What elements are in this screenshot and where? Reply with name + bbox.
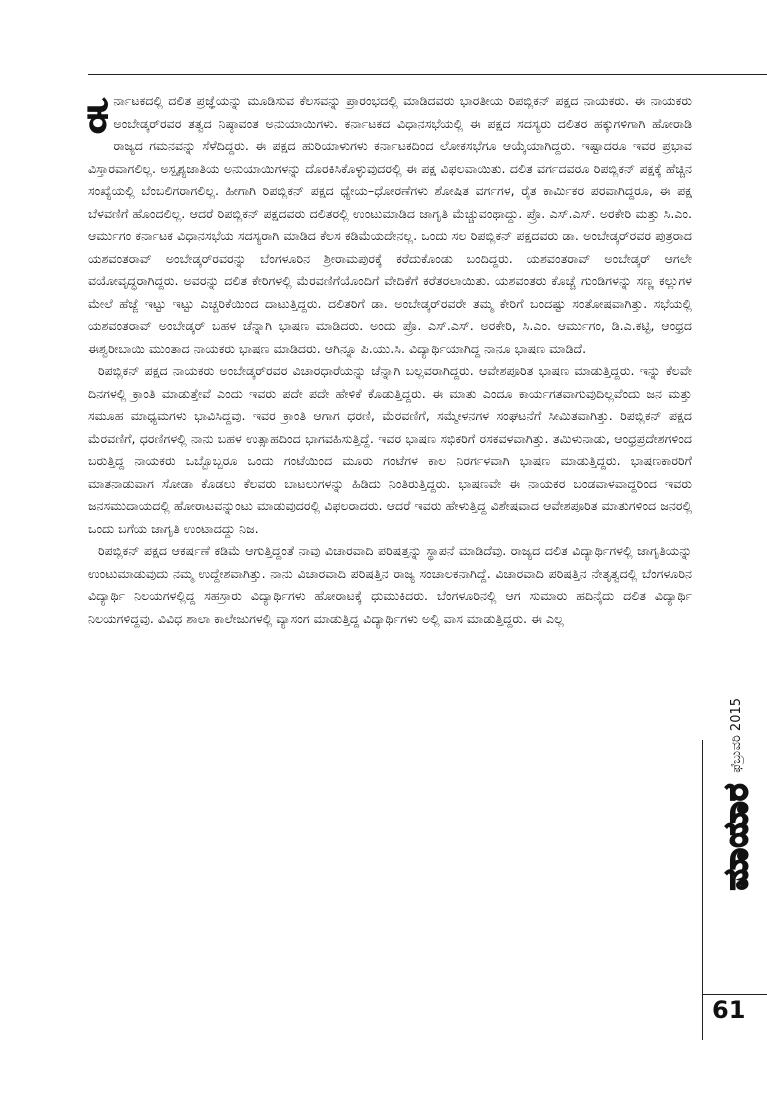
- top-rule: [88, 74, 767, 75]
- paragraph: ರಿಪಬ್ಲಿಕನ್ ಪಕ್ಷದ ಆಕರ್ಷಣೆ ಕಡಿಮೆ ಆಗುತ್ತಿದ್ದಂತೆ ನಾವು ವಿಚಾರವಾದಿ ಪರಿಷತ್ತನ್ನು ಸ್ಥಾಪನೆ ಮಾಡಿದೆವು. ರಾಜ್ಯದ ದಲಿತ ವಿದ್ಯಾರ್ಥಿಗಳಲ್ಲಿ ಜಾಗೃತಿಯನ್ನು ಉಂಟುಮಾಡುವುದು ನಮ್ಮ ಉದ್ದೇಶವಾಗಿತ್ತು. ನಾನು ವಿಚಾರವಾದಿ ಪರಿಷತ್ತಿನ ರಾಜ್ಯ ಸಂಚಾಲಕನಾಗಿದ್ದೆ. ವಿಚಾರವಾದಿ ಪರಿಷತ್ತಿನ ನೇತೃತ್ವದಲ್ಲಿ ಬೆಂಗಳೂರಿನ ವಿದ್ಯಾರ್ಥಿ ನಿಲಯಗಳಲ್ಲಿದ್ದ ಸಹಸ್ರಾರು ವಿದ್ಯಾರ್ಥಿಗಳು ಹೋರಾಟಕ್ಕೆ ಧುಮುಕಿದರು. ಬೆಂಗಳೂರಿನಲ್ಲಿ ಆಗ ಸುಮಾರು ಹದಿನೈದು ದಲಿತ ವಿದ್ಯಾರ್ಥಿ ನಿಲಯಗಳಿದ್ದವು. ವಿವಿಧ ಶಾಲಾ ಕಾಲೇಜುಗಳಲ್ಲಿ ವ್ಯಾಸಂಗ ಮಾಡುತ್ತಿದ್ದ ವಿದ್ಯಾರ್ಥಿಗಳು ಅಲ್ಲಿ ವಾಸ ಮಾಡುತ್ತಿದ್ದರು. ಈ ಎಲ್ಲ: [88, 543, 692, 626]
- masthead: [716, 620, 756, 890]
- masthead-side-label: [716, 697, 756, 1030]
- paragraph-text: ರ್ನಾಟಕದಲ್ಲಿ ದಲಿತ ಪ್ರಜ್ಞೆಯನ್ನು ಮೂಡಿಸುವ ಕೆಲಸವನ್ನು ಪ್ರಾರಂಭದಲ್ಲಿ ಮಾಡಿದವರು ಭಾರತೀಯ ರಿಪಬ್ಲಿಕನ್ ಪಕ್ಷದ ನಾಯಕರು. ಈ ನಾಯಕರು ಅಂಬೇಡ್ಕರ್‌ರವರ ತತ್ವದ ನಿಷ್ಠಾವಂತ ಅನುಯಾಯಿಗಳು. ಕರ್ನಾಟಕದ ವಿಧಾನಸಭೆಯಲ್ಲಿ ಈ ಪಕ್ಷದ ಸದಸ್ಯರು ದಲಿತರ ಹಕ್ಕುಗಳಿಗಾಗಿ ಹೋರಾಡಿ ರಾಜ್ಯದ ಗಮನವನ್ನು ಸೆಳೆದಿದ್ದರು. ಈ ಪಕ್ಷದ ಹುರಿಯಾಳುಗಳು ಕರ್ನಾಟಕದಿಂದ ಲೋಕಸಭೆಗೂ ಆಯ್ಕೆಯಾಗಿದ್ದರು. ಇಷ್ಟಾದರೂ ಇವರ ಪ್ರಭಾವ ವಿಸ್ತಾರವಾಗಲಿಲ್ಲ. ಅಸ್ಪೃಶ್ಯಜಾತಿಯ ಅನುಯಾಯಿಗಳನ್ನು ದೊರಕಿಸಿಕೊಳ್ಳುವುದರಲ್ಲಿ ಈ ಪಕ್ಷ ವಿಫಲವಾಯಿತು. ದಲಿತ ವರ್ಗದವರೂ ರಿಪಬ್ಲಿಕನ್ ಪಕ್ಷಕ್ಕೆ ಹೆಚ್ಚಿನ ಸಂಖ್ಯೆಯಲ್ಲಿ ಬೆಂಬಲಿಗರಾಗಲಿಲ್ಲ. ಹೀಗಾಗಿ ರಿಪಬ್ಲಿಕನ್ ಪಕ್ಷದ ಧ್ಯೇಯ–ಧೋರಣೆಗಳು ಶೋಷಿತ ವರ್ಗಗಳ, ರೈತ ಕಾರ್ಮಿಕರ ಪರವಾಗಿದ್ದರೂ, ಈ ಪಕ್ಷ ಬೆಳವಣಿಗೆ ಹೊಂದಲಿಲ್ಲ. ಆದರೆ ರಿಪಬ್ಲಿಕನ್ ಪಕ್ಷದವರು ದಲಿತರಲ್ಲಿ ಉಂಟುಮಾಡಿದ ಜಾಗೃತಿ ಮೆಚ್ಚುವಂಥಾದ್ದು. ಪ್ರೊ. ಎಸ್.ಎಸ್. ಅರಕೇರಿ ಮತ್ತು ಸಿ.ಎಂ. ಆರ್ಮುಗಂ ಕರ್ನಾಟಕ ವಿಧಾನಸಭೆಯ ಸದಸ್ಯರಾಗಿ ಮಾಡಿದ ಕೆಲಸ ಕಡಿಮೆಯದೇನಲ್ಲ. ಒಂದು ಸಲ ರಿಪಬ್ಲಿಕನ್ ಪಕ್ಷದವರು ಡಾ. ಅಂಬೇಡ್ಕರ್‌ರವರ ಪುತ್ರರಾದ ಯಶವಂತರಾವ್ ಅಂಬೇಡ್ಕರ್‌ರವರನ್ನು ಬೆಂಗಳೂರಿನ ಶ್ರೀರಾಮಪುರಕ್ಕೆ ಕರೆದುಕೊಂಡು ಬಂದಿದ್ದರು. ಯಶವಂತರಾವ್ ಅಂಬೇಡ್ಕರ್ ಆಗಲೇ ವಯೋವೃದ್ಧರಾಗಿದ್ದರು. ಅವರನ್ನು ದಲಿತ ಕೇರಿಗಳಲ್ಲಿ ಮೆರವಣಿಗೆಯೊಂದಿಗೆ ವೇದಿಕೆಗೆ ಕರೆತರಲಾಯಿತು. ಯಶವಂತರು ಕೊಚ್ಚೆ ಗುಂಡಿಗಳನ್ನು ಸಣ್ಣ ಕಲ್ಲುಗಳ ಮೇಲೆ ಹೆಜ್ಜೆ ಇಟ್ಟು ಇಟ್ಟು ಎಚ್ಚರಿಕೆಯಿಂದ ದಾಟುತ್ತಿದ್ದರು. ದಲಿತರಿಗೆ ಡಾ. ಅಂಬೇಡ್ಕರ್‌ರವರೇ ತಮ್ಮ ಕೇರಿಗೆ ಬಂದಷ್ಟು ಸಂತೋಷವಾಗಿತ್ತು. ಸಭೆಯಲ್ಲಿ ಯಶವಂತರಾವ್ ಅಂಬೇಡ್ಕರ್ ಬಹಳ ಚೆನ್ನಾಗಿ ಭಾಷಣ ಮಾಡಿದರು. ಅಂದು ಪ್ರೊ. ಎಸ್.ಎಸ್. ಅರಕೇರಿ, ಸಿ.ಎಂ. ಆರ್ಮುಗಂ, ಡಿ.ಎ.ಕಟ್ಟಿ, ಆಂಧ್ರದ ಈಶ್ವರೀಬಾಯಿ ಮುಂತಾದ ನಾಯಕರು ಭಾಷಣ ಮಾಡಿದರು. ಆಗಿನ್ನೂ ಪಿ.ಯು.ಸಿ. ವಿದ್ಯಾರ್ಥಿಯಾಗಿದ್ದ ನಾನೂ ಭಾಷಣ ಮಾಡಿದೆ.: [88, 93, 692, 356]
- paragraph: ರಿಪಬ್ಲಿಕನ್ ಪಕ್ಷದ ನಾಯಕರು ಅಂಬೇಡ್ಕರ್‌ರವರ ವಿಚಾರಧಾರೆಯನ್ನು ಚೆನ್ನಾಗಿ ಬಲ್ಲವರಾಗಿದ್ದರು. ಆವೇಶಪೂರಿತ ಭಾಷಣ ಮಾಡುತ್ತಿದ್ದರು. ಇನ್ನು ಕೆಲವೇ ದಿನಗಳಲ್ಲಿ ಕ್ರಾಂತಿ ಮಾಡುತ್ತೇವೆ ಎಂದು ಇವರು ಪದೇ ಪದೇ ಹೇಳಿಕೆ ಕೊಡುತ್ತಿದ್ದರು. ಈ ಮಾತು ಎಂದೂ ಕಾರ್ಯಗತವಾಗುವುದಿಲ್ಲವೆಂದು ಜನ ಮತ್ತು ಸಮೂಹ ಮಾಧ್ಯಮಗಳು ಭಾವಿಸಿದ್ದವು. ಇವರ ಕ್ರಾಂತಿ ಆಗಾಗ ಧರಣಿ, ಮೆರವಣಿಗೆ, ಸಮ್ಮೇಳನಗಳ ಸಂಘಟನೆಗೆ ಸೀಮಿತವಾಗಿತ್ತು. ರಿಪಬ್ಲಿಕನ್ ಪಕ್ಷದ ಮೆರವಣಿಗೆ, ಧರಣಿಗಳಲ್ಲಿ ನಾನು ಬಹಳ ಉತ್ಸಾಹದಿಂದ ಭಾಗವಹಿಸುತ್ತಿದ್ದೆ. ಇವರ ಭಾಷಣ ಸಭಿಕರಿಗೆ ರಸಕವಳವಾಗಿತ್ತು. ತಮಿಳುನಾಡು, ಆಂಧ್ರಪ್ರದೇಶಗಳಿಂದ ಬರುತ್ತಿದ್ದ ನಾಯಕರು ಒಬ್ಬೊಬ್ಬರೂ ಒಂದು ಗಂಟೆಯಿಂದ ಮೂರು ಗಂಟೆಗಳ ಕಾಲ ನಿರರ್ಗಳವಾಗಿ ಭಾಷಣ ಮಾಡುತ್ತಿದ್ದರು. ಭಾಷಣಕಾರರಿಗೆ ಮಾತನಾಡುವಾಗ ಸೋಡಾ ಕೊಡಲು ಕೆಲವರು ಬಾಟಲುಗಳನ್ನು ಹಿಡಿದು ನಿಂತಿರುತ್ತಿದ್ದರು. ಭಾಷಣವೇ ಈ ನಾಯಕರ ಬಂಡವಾಳವಾದ್ದರಿಂದ ಇವರು ಜನಸಮುದಾಯದಲ್ಲಿ ಹೋರಾಟವನ್ನುಂಟು ಮಾಡುವುದರಲ್ಲಿ ವಿಫಲರಾದರು. ಆದರೆ ಇವರು ಹೇಳುತ್ತಿದ್ದ ವಿಶೇಷವಾದ ಆವೇಶಪೂರಿತ ಮಾತುಗಳಿಂದ ಜನರಲ್ಲಿ ಒಂದು ಬಗೆಯ ಜಾಗೃತಿ ಉಂಟಾದದ್ದು ನಿಜ.: [88, 363, 692, 536]
- magazine-name: ಮಾಯಾರ: [716, 782, 755, 890]
- side-rule: [702, 740, 703, 1040]
- paragraph: [86, 85, 692, 360]
- bottom-rule: [702, 994, 767, 995]
- article-body: [86, 85, 692, 630]
- drop-cap: ಕ: [86, 85, 110, 145]
- issue-date: ಫೆಬ್ರುವರಿ 2015: [728, 697, 744, 773]
- page-number: 61: [712, 996, 746, 1024]
